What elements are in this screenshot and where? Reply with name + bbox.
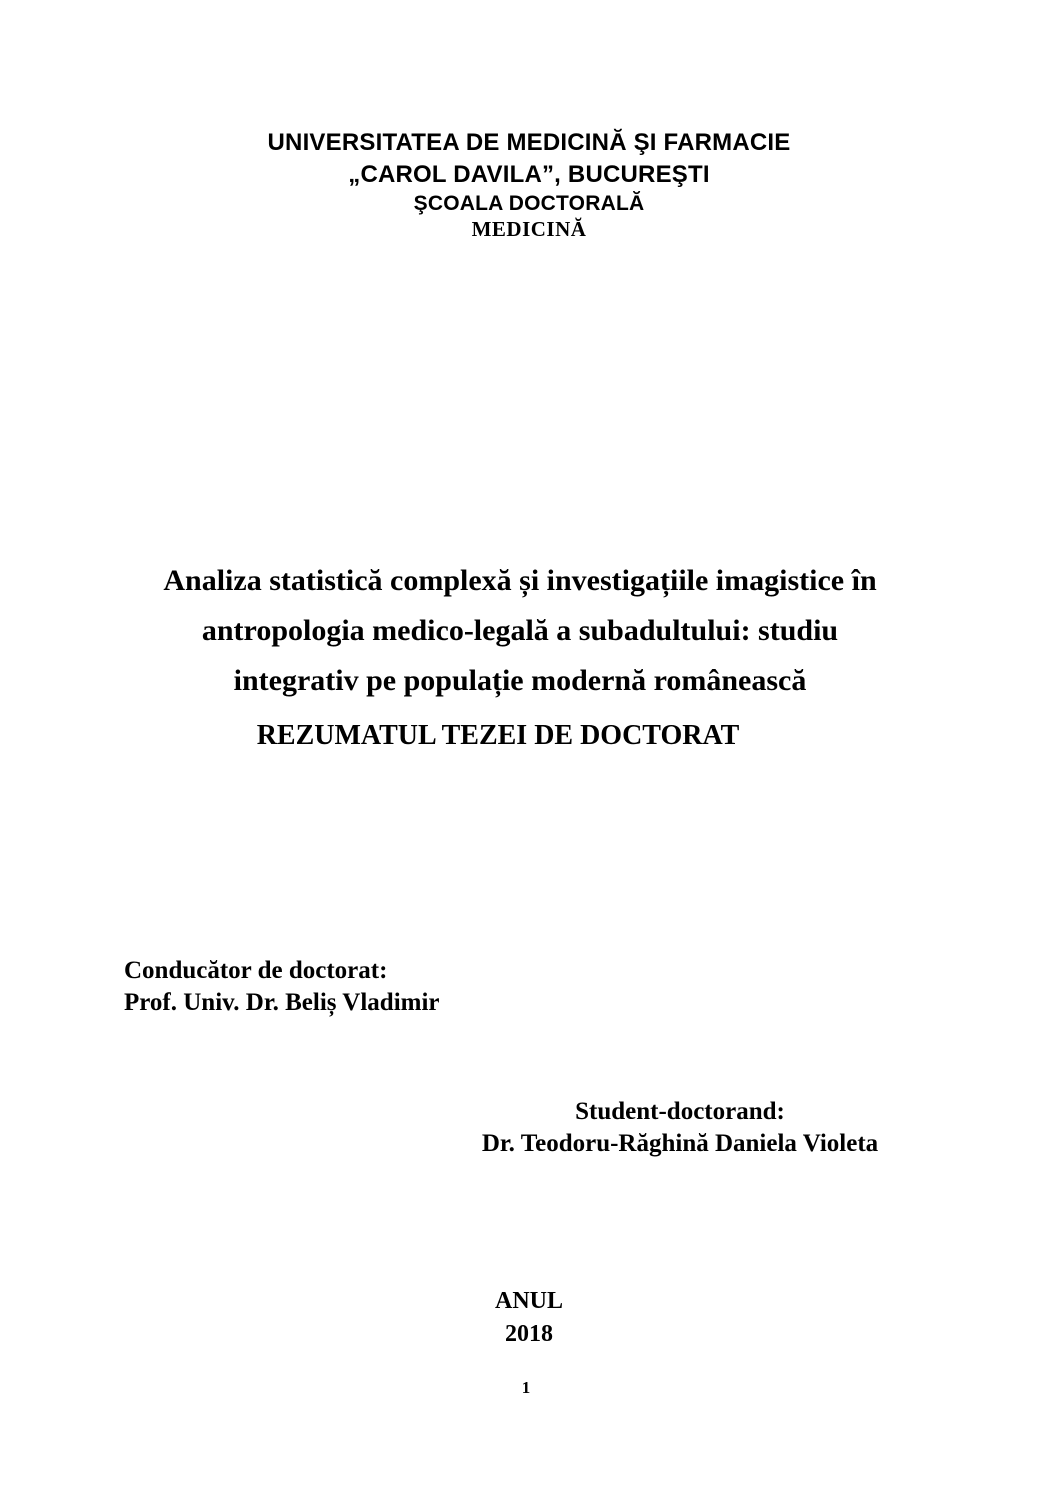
advisor-section bbox=[124, 955, 440, 1019]
page-footer bbox=[0, 1377, 1052, 1399]
year-label: ANUL bbox=[494, 1288, 563, 1314]
page-number: 1 bbox=[521, 1378, 531, 1397]
field-line: MEDICINĂ bbox=[471, 217, 587, 241]
advisor-label: Conducător de doctorat: bbox=[124, 957, 388, 984]
thesis-subtitle-text: REZUMATUL TEZEI DE DOCTORAT bbox=[256, 720, 740, 751]
thesis-title bbox=[0, 556, 1040, 706]
year-section bbox=[0, 1285, 1058, 1351]
student-label: Student-doctorand: bbox=[575, 1098, 785, 1125]
thesis-title-line-1: Analiza statistică complexă și investigațiile imagistice în bbox=[163, 564, 877, 597]
thesis-title-line-3: integrativ pe populație modernă românească bbox=[233, 664, 807, 697]
student-name: Dr. Teodoru-Răghină Daniela Violeta bbox=[481, 1130, 879, 1157]
year-value: 2018 bbox=[505, 1321, 553, 1347]
advisor-name: Prof. Univ. Dr. Beliș Vladimir bbox=[124, 989, 440, 1016]
university-name-line: UNIVERSITATEA DE MEDICINĂ ŞI FARMACIE bbox=[267, 129, 791, 156]
thesis-subtitle bbox=[0, 716, 996, 756]
thesis-title-line-2: antropologia medico-legală a subadultului: studiu bbox=[201, 614, 839, 647]
institution-header bbox=[0, 126, 1058, 241]
student-section bbox=[430, 1096, 930, 1160]
university-branch-line: „CAROL DAVILA”, BUCUREŞTI bbox=[348, 161, 710, 188]
doctoral-school-line: ŞCOALA DOCTORALĂ bbox=[413, 192, 645, 215]
